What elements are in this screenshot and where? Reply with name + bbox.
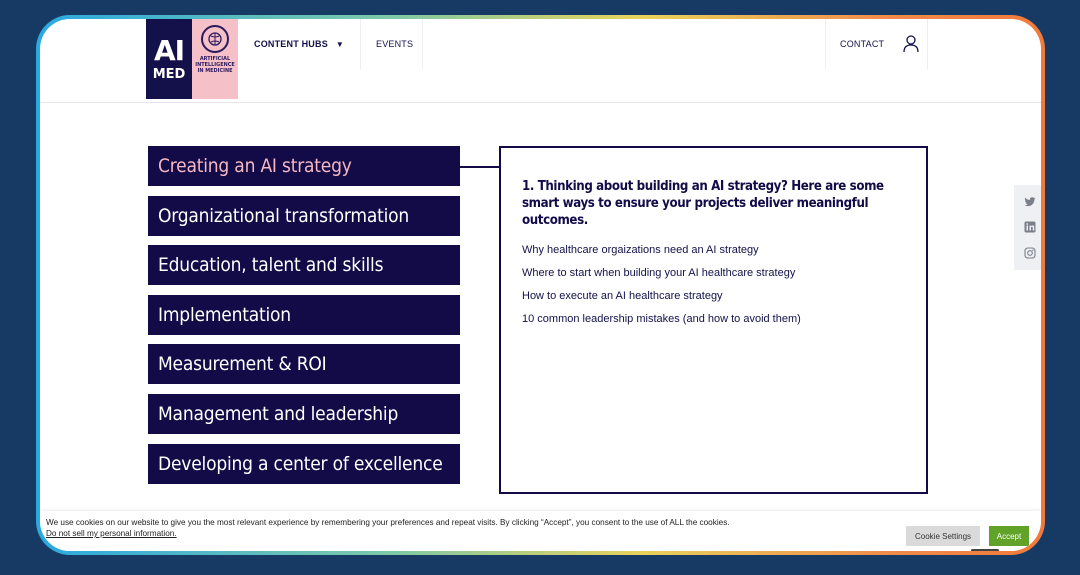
instagram-icon[interactable] [1024,247,1036,259]
menu-item-label: Education, talent and skills [158,254,384,277]
caret-down-icon: ▼ [335,39,345,49]
menu-item-label: Developing a center of excellence [158,452,443,475]
article-link[interactable]: Why healthcare orgaizations need an AI strategy [522,244,759,256]
panel-title: 1. Thinking about building an AI strategy? Here are some smart ways to ensure your projects deliver meaningful outcomes. [522,179,884,228]
cookie-message-text: We use cookies on our website to give you the most relevant experience by remembering your preferences and repeat visits. By clicking “Accept”, you consent to the use of ALL the cookies. [46,518,730,527]
nav-divider [927,19,928,69]
article-link[interactable]: How to execute an AI healthcare strategy [522,290,723,302]
user-account-icon[interactable] [903,35,919,53]
strategy-topic-menu [148,146,460,493]
social-share-rail [1014,185,1041,270]
menu-item-label: Organizational transformation [158,204,410,227]
nav-content-hubs-label: CONTENT HUBS [254,39,328,49]
nav-divider [422,19,423,69]
nav-events-label: EVENTS [376,39,414,49]
nav-contact[interactable] [840,19,884,69]
menu-item-center-of-excellence[interactable] [148,444,460,484]
menu-item-creating-ai-strategy[interactable] [148,146,460,186]
nav-divider [825,19,826,69]
menu-item-label: Creating an AI strategy [158,155,352,177]
nav-divider [360,19,361,69]
logo-ai-text: AI [153,34,185,67]
brain-icon [201,25,229,53]
menu-item-management-leadership[interactable] [148,394,460,434]
menu-item-label: Management and leadership [158,402,399,425]
accept-cookies-button[interactable]: Accept [989,526,1029,546]
page-viewport [40,19,1041,551]
browser-frame [36,15,1045,555]
content-panel [499,146,928,494]
menu-item-organizational-transformation[interactable] [148,196,460,236]
cookie-message [46,517,736,539]
nav-contact-label: CONTACT [840,39,885,49]
article-link[interactable]: 10 common leadership mistakes (and how to avoid them) [522,313,801,325]
do-not-sell-link[interactable]: Do not sell my personal information. [46,529,177,538]
menu-item-implementation[interactable] [148,295,460,335]
menu-panel-connector [460,166,500,168]
nav-content-hubs[interactable] [254,19,344,69]
menu-item-label: Measurement & ROI [158,353,327,376]
scroll-indicator [971,549,999,551]
aimed-logo[interactable] [146,19,192,99]
cookie-settings-button[interactable]: Cookie Settings [906,526,980,546]
menu-item-label: Implementation [158,303,291,326]
site-header [40,19,1041,103]
logo-med-text: MED [152,67,186,82]
menu-item-education-talent-skills[interactable] [148,245,460,285]
cookie-consent-bar [40,511,1041,551]
linkedin-icon[interactable] [1024,221,1036,233]
aimed-tagline-badge [192,19,238,99]
logo-tagline: ARTIFICIAL INTELLIGENCE IN MEDICINE [195,56,235,75]
twitter-icon[interactable] [1024,196,1036,208]
nav-events[interactable] [376,19,413,69]
article-link[interactable]: Where to start when building your AI healthcare strategy [522,267,796,279]
menu-item-measurement-roi[interactable] [148,344,460,384]
